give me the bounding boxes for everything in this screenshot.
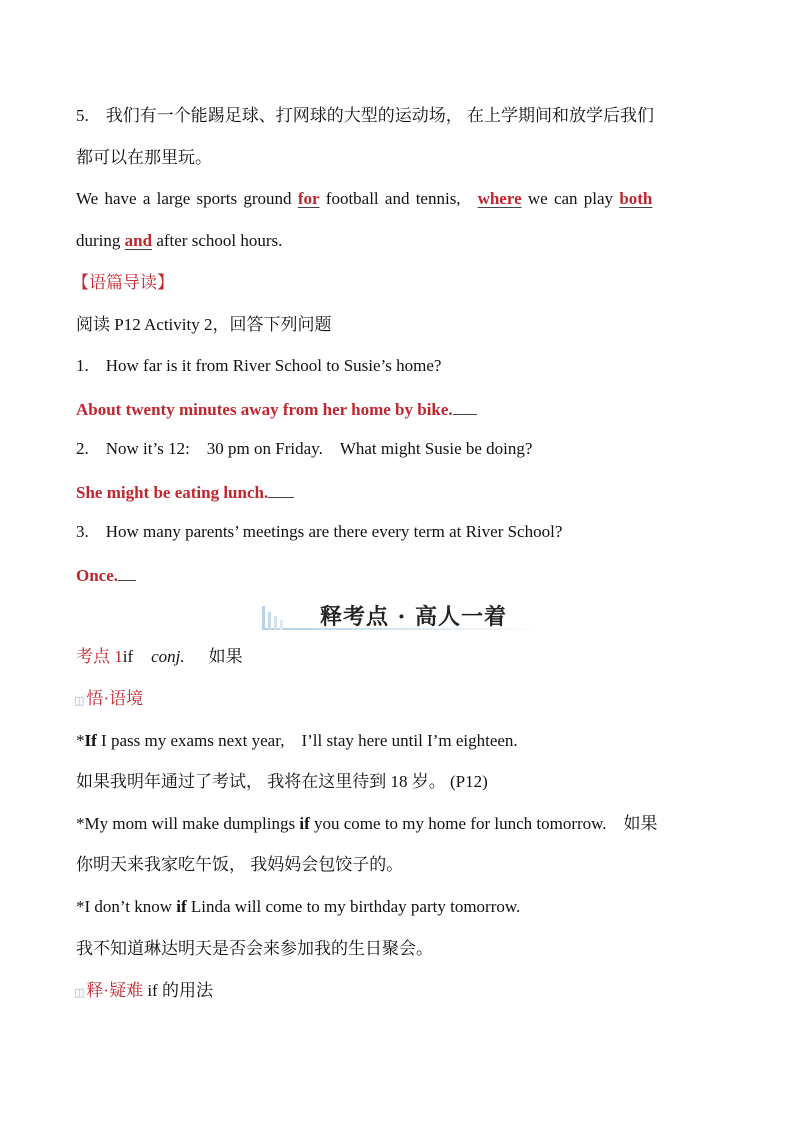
example-star: *: [76, 731, 85, 750]
point-pos: conj.: [151, 647, 185, 666]
point-meaning: 如果: [208, 647, 243, 666]
answer-2: She might be eating lunch.: [76, 483, 269, 502]
example-3-translation: 我不知道琳达明天是否会来参加我的生日聚会。: [76, 939, 433, 958]
context-icon: ◫: [74, 695, 85, 707]
item5-chinese-line2: 都可以在那里玩。: [76, 148, 212, 167]
example-2-translation: 你明天来我家吃午饭， 我妈妈会包饺子的。: [76, 855, 404, 874]
answer-where: where: [477, 189, 522, 208]
banner-title: 释考点 · 高人一着: [320, 604, 507, 630]
item5-english-line1: [76, 187, 652, 211]
keyword-if: if: [176, 897, 187, 916]
example-text: you come to my home for lunch tomorrow. 如果: [309, 814, 658, 833]
example-1: [76, 729, 518, 753]
answer-blank: [268, 479, 294, 498]
answer-blank: [453, 396, 477, 415]
question-2: 2. Now it’s 12: 30 pm on Friday. What might Susie be doing?: [76, 439, 533, 458]
example-1-translation: 如果我明年通过了考试， 我将在这里待到 18 岁。 (P12): [76, 772, 488, 791]
context-heading: [74, 687, 143, 713]
context-title: 悟·语境: [86, 689, 144, 708]
example-text: Linda will come to my birthday party tomorrow.: [186, 897, 521, 916]
keyword-if: if: [299, 814, 310, 833]
item5-text: we can play: [521, 189, 620, 208]
answer-both: both: [619, 189, 653, 208]
difficulty-title: 释·疑难: [86, 981, 144, 1000]
item5-chinese-line1: 5. 我们有一个能踢足球、打网球的大型的运动场， 在上学期间和放学后我们: [76, 106, 654, 125]
answer-blank: [118, 562, 136, 581]
point-label: 考点 1: [76, 647, 123, 666]
point1-heading: [76, 645, 243, 669]
example-text: I pass my exams next year, I’ll stay here until I’m eighteen.: [96, 731, 518, 750]
difficulty-text: if 的用法: [143, 981, 213, 1000]
section-banner: [258, 598, 548, 634]
answer-and: and: [124, 231, 153, 250]
guide-instruction: 阅读 P12 Activity 2，回答下列问题: [76, 315, 332, 334]
answer-3-row: [76, 562, 136, 588]
example-3: [76, 895, 520, 919]
answer-1: About twenty minutes away from her home by bike.: [76, 400, 453, 419]
answer-for: for: [297, 189, 320, 208]
example-2: [76, 812, 658, 836]
item5-text: during: [76, 231, 125, 250]
guide-title: 【语篇导读】: [72, 273, 174, 292]
answer-1-row: [76, 396, 477, 422]
answer-3: Once.: [76, 566, 119, 585]
answer-2-row: [76, 479, 294, 505]
question-1: 1. How far is it from River School to Susie’s home?: [76, 356, 442, 375]
question-3: 3. How many parents’ meetings are there every term at River School?: [76, 522, 563, 541]
difficulty-heading: [74, 979, 213, 1005]
difficulty-icon: ◫: [74, 987, 85, 999]
point-word: if: [122, 647, 134, 666]
example-text: *My mom will make dumplings: [76, 814, 300, 833]
keyword-if: If: [84, 731, 97, 750]
item5-english-line2: [76, 229, 282, 253]
item5-text: football and tennis,: [319, 189, 478, 208]
example-text: *I don’t know: [76, 897, 177, 916]
item5-text: We have a large sports ground: [76, 189, 298, 208]
item5-text: after school hours.: [152, 231, 283, 250]
